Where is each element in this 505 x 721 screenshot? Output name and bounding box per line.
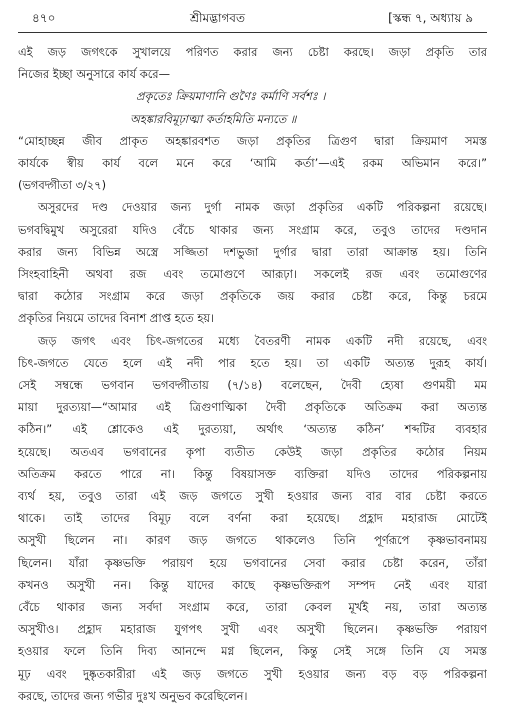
- text-line: চিৎ-জগতে যেতে হলে এই নদী পার হতে হয়। তা একটি অত্যন্ত দুরূহ কার্য।: [18, 355, 487, 370]
- text-line: ছিলেন। যাঁরা কৃষ্ণভক্তি পরায়ণ হয়ে ভগবানের সেবা করার চেষ্টা করেন, তাঁরা: [18, 555, 487, 570]
- text-line: সিংহবাহিনী অথবা রজ এবং তমোগুণে আরূঢ়া। সকলেই রজ এবং তমোগুণের: [18, 267, 487, 282]
- text-line: করার জন্য বিভিন্ন অস্ত্রে সজ্জিতা দশভুজা দুর্গার দ্বারা তারা আক্রান্ত হয়। তিনি: [18, 244, 487, 259]
- verse-line: অহঙ্কারবিমূঢ়াত্মা কর্তাহমিতি মন্যতে ॥: [130, 111, 297, 126]
- text-line: দ্বারা কঠোর সংগ্রাম করে জড়া প্রকৃতিকে জয় করার চেষ্টা করে, কিন্তু চরমে: [18, 289, 487, 304]
- text-line: প্রকৃতির নিয়মে তাদের বিনাশ প্রাপ্ত হতে হয়।: [18, 311, 215, 326]
- text-line: অসুখীও। প্রহ্লাদ মহারাজ যুগপৎ সুখী এবং অসুখী ছিলেন। কৃষ্ণভক্তি পরায়ণ: [18, 622, 487, 637]
- book-title: শ্রীমদ্ভাগবত: [189, 11, 245, 25]
- text-line: বেঁচে থাকার জন্য সর্বদা সংগ্রাম করে, তারা কেবল মূর্খই নয়, তারা অত্যন্ত: [18, 600, 487, 615]
- text-line: সেই সম্বন্ধে ভগবান ভগবদ্গীতায় (৭/১৪) বলেছেন, দৈবী হ্যেষা গুণময়ী মম: [18, 378, 487, 393]
- text-line: কার্যকে স্বীয় কার্য বলে মনে করে ‘আমি কর্তা’—এই রকম অভিমান করে।”: [18, 156, 487, 171]
- citation: (ভগবদ্গীতা ৩/২৭): [18, 178, 107, 193]
- text-line: হয়েছে। অতএব ভগবানের কৃপা ব্যতীত কেউই জড়া প্রকৃতির কঠোর নিয়ম: [18, 444, 487, 459]
- text-line: এই জড় জগৎকে সুখালয়ে পরিণত করার জন্য চেষ্টা করছে। জড়া প্রকৃতি তার: [18, 45, 487, 59]
- text-line: নিজের ইচ্ছা অনুসারে কার্য করে—: [18, 67, 170, 82]
- text-line: মায়া দুরত্যয়া—“আমার এই ত্রিগুণাত্মিকা দৈবী প্রকৃতিকে অতিক্রম করা অত্যন্ত: [18, 400, 487, 415]
- text-line: “মোহাচ্ছন্ন জীব প্রাকৃত অহঙ্কারবশত জড়া প্রকৃতির ত্রিগুণ দ্বারা ক্রিয়মাণ সমস্ত: [18, 133, 487, 148]
- chapter-reference: [স্কন্ধ ৭, অধ্যায় ৯: [388, 11, 473, 25]
- text-line: কখনও অসুখী নন। কিন্তু যাদের কাছে কৃষ্ণভক্তিরূপ সম্পদ নেই এবং যারা: [18, 577, 487, 592]
- text-line: ব্যর্থ হয়, তবুও তারা এই জড় জগতে সুখী হওয়ার জন্য বার বার চেষ্টা করতে: [18, 489, 487, 504]
- text-line: হওয়ার ফলে তিনি দিব্য আনন্দে মগ্ন ছিলেন, কিন্তু সেই সঙ্গে তিনি যে সমস্ত: [18, 644, 487, 659]
- running-header: [18, 10, 487, 33]
- text-line: কঠিন।” এই শ্লোকেও এই দুরত্যয়া, অর্থাৎ ‘অত্যন্ত কঠিন’ শব্দটির ব্যবহার: [18, 422, 487, 437]
- text-line: জড় জগৎ এবং চিৎ-জগতের মধ্যে বৈতরণী নামক একটি নদী রয়েছে, এবং: [38, 333, 487, 348]
- text-line: মূঢ় এবং দুষ্কৃতকারীরা এই জড় জগতে সুখী হওয়ার জন্য বড় বড় পরিকল্পনা: [18, 666, 487, 681]
- text-line: অসুরদের দণ্ড দেওয়ার জন্য দুর্গা নামক জড়া প্রকৃতির একটি পরিকল্পনা রয়েছে।: [38, 200, 487, 215]
- verse-line: প্রকৃতেঃ ক্রিয়মাণানি গুণৈঃ কর্মাণি সর্বশঃ ।: [136, 89, 326, 104]
- text-line: করছে, তাদের জন্য গভীর দুঃখ অনুভব করেছিলেন।: [18, 688, 248, 703]
- text-line: অসুখী ছিলেন না। কারণ জড় জগতে থাকলেও তিনি পূর্ণরূপে কৃষ্ণভাবনাময়: [18, 533, 487, 548]
- page-number: ৪৭০: [32, 11, 56, 25]
- text-line: অতিক্রম করতে পারে না। কিন্তু বিষয়াসক্ত ব্যক্তিরা যদিও তাদের পরিকল্পনায়: [18, 466, 487, 481]
- body-text: [18, 41, 487, 707]
- text-line: থাকে। তাই তাদের বিমূঢ় বলে বর্ণনা করা হয়েছে। প্রহ্লাদ মহারাজ মোটেই: [18, 511, 487, 526]
- text-line: ভগবদ্বিমুখ অসুরেরা যদিও বেঁচে থাকার জন্য সংগ্রাম করে, তবুও তাদের দণ্ডদান: [18, 222, 487, 237]
